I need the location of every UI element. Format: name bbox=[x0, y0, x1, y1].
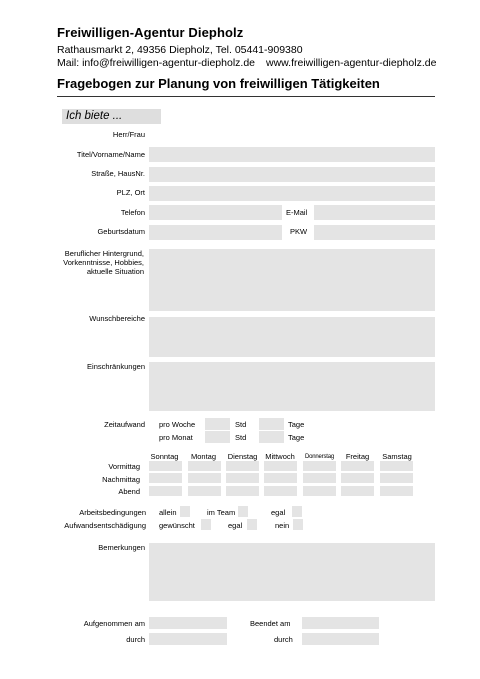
phone-label: Telefon bbox=[120, 208, 145, 217]
per-week-label: pro Woche bbox=[159, 420, 196, 429]
row-label-morning: Vormittag bbox=[108, 462, 140, 471]
name-field[interactable] bbox=[149, 147, 435, 162]
alone-checkbox[interactable] bbox=[180, 506, 190, 517]
schedule-cell-vormittag-sonntag[interactable] bbox=[149, 461, 182, 471]
ended-by-label: durch bbox=[274, 635, 293, 644]
per-week-days-field[interactable] bbox=[259, 418, 284, 430]
alone-label: allein bbox=[159, 508, 177, 517]
egal-checkbox-2[interactable] bbox=[247, 519, 257, 530]
wanted-label: gewünscht bbox=[159, 521, 195, 530]
team-checkbox[interactable] bbox=[238, 506, 248, 517]
phone-field[interactable] bbox=[149, 205, 282, 220]
per-month-hours-field[interactable] bbox=[205, 431, 230, 443]
birthdate-label: Geburtsdatum bbox=[97, 227, 145, 236]
schedule-cell-nachmittag-sonntag[interactable] bbox=[149, 473, 182, 483]
background-label: Beruflicher Hintergrund, Vorkenntnisse, Hobbies, aktuelle Situation bbox=[63, 249, 144, 276]
schedule-cell-nachmittag-freitag[interactable] bbox=[341, 473, 374, 483]
ended-on-field[interactable] bbox=[302, 617, 379, 629]
schedule-cell-abend-montag[interactable] bbox=[188, 486, 221, 496]
background-field[interactable] bbox=[149, 249, 435, 311]
no-checkbox[interactable] bbox=[293, 519, 303, 530]
street-field[interactable] bbox=[149, 167, 435, 182]
email-label: E-Mail bbox=[286, 208, 308, 217]
day-header-monday: Montag bbox=[190, 452, 217, 461]
received-on-field[interactable] bbox=[149, 617, 227, 629]
section-label: Ich biete ... bbox=[62, 109, 161, 124]
car-field[interactable] bbox=[314, 225, 435, 240]
organization-name: Freiwilligen-Agentur Diepholz bbox=[57, 25, 244, 40]
schedule-cell-nachmittag-samstag[interactable] bbox=[380, 473, 413, 483]
day-header-friday: Freitag bbox=[345, 452, 370, 461]
hours-unit-2: Std bbox=[235, 433, 247, 442]
day-header-wednesday: Mittwoch bbox=[265, 452, 295, 461]
wanted-checkbox[interactable] bbox=[201, 519, 211, 530]
ended-on-label: Beendet am bbox=[250, 619, 291, 628]
day-header-thursday: Donnerstag bbox=[304, 454, 335, 460]
schedule-cell-vormittag-freitag[interactable] bbox=[341, 461, 374, 471]
no-label: nein bbox=[275, 521, 290, 530]
schedule-cell-vormittag-donnerstag[interactable] bbox=[303, 461, 336, 471]
schedule-cell-vormittag-montag[interactable] bbox=[188, 461, 221, 471]
compensation-label: Aufwandsentschädigung bbox=[64, 521, 146, 530]
schedule-cell-nachmittag-donnerstag[interactable] bbox=[303, 473, 336, 483]
per-month-label: pro Monat bbox=[159, 433, 193, 442]
restrictions-label: Einschränkungen bbox=[87, 362, 145, 371]
schedule-cell-abend-mittwoch[interactable] bbox=[264, 486, 297, 496]
mail-line: Mail: info@freiwilligen-agentur-diepholz.de bbox=[57, 57, 256, 69]
ended-by-field[interactable] bbox=[302, 633, 379, 645]
form-title: Fragebogen zur Planung von freiwilligen Tätigkeiten bbox=[57, 76, 380, 91]
egal-checkbox-1[interactable] bbox=[292, 506, 302, 517]
schedule-cell-vormittag-samstag[interactable] bbox=[380, 461, 413, 471]
remarks-field[interactable] bbox=[149, 543, 435, 601]
restrictions-field[interactable] bbox=[149, 362, 435, 411]
schedule-cell-vormittag-dienstag[interactable] bbox=[226, 461, 259, 471]
schedule-cell-vormittag-mittwoch[interactable] bbox=[264, 461, 297, 471]
schedule-cell-abend-dienstag[interactable] bbox=[226, 486, 259, 496]
wishes-label: Wunschbereiche bbox=[89, 314, 145, 323]
team-label: im Team bbox=[207, 508, 236, 517]
hours-unit-1: Std bbox=[235, 420, 247, 429]
schedule-cell-abend-freitag[interactable] bbox=[341, 486, 374, 496]
email-field[interactable] bbox=[314, 205, 435, 220]
time-effort-label: Zeitaufwand bbox=[104, 420, 145, 429]
row-label-afternoon: Nachmittag bbox=[102, 475, 140, 484]
remarks-label: Bemerkungen bbox=[98, 543, 145, 552]
name-label: Titel/Vorname/Name bbox=[76, 150, 145, 159]
plz-ort-label: PLZ, Ort bbox=[116, 188, 145, 197]
header-divider bbox=[57, 96, 435, 97]
received-on-label: Aufgenommen am bbox=[83, 619, 145, 628]
wishes-field[interactable] bbox=[149, 317, 435, 357]
car-label: PKW bbox=[290, 227, 308, 236]
web-line: www.freiwilligen-agentur-diepholz.de bbox=[266, 57, 437, 69]
schedule-cell-abend-sonntag[interactable] bbox=[149, 486, 182, 496]
day-header-sunday: Sonntag bbox=[150, 452, 179, 461]
received-by-field[interactable] bbox=[149, 633, 227, 645]
day-header-tuesday: Dienstag bbox=[227, 452, 258, 461]
day-header-saturday: Samstag bbox=[382, 452, 412, 461]
street-label: Straße, HausNr. bbox=[91, 169, 145, 178]
herr-frau-label: Herr/Frau bbox=[112, 130, 145, 139]
per-month-days-field[interactable] bbox=[259, 431, 284, 443]
schedule-cell-nachmittag-montag[interactable] bbox=[188, 473, 221, 483]
schedule-cell-abend-donnerstag[interactable] bbox=[303, 486, 336, 496]
days-unit-2: Tage bbox=[288, 433, 305, 442]
work-conditions-label: Arbeitsbedingungen bbox=[79, 508, 146, 517]
egal-label-1: egal bbox=[271, 508, 286, 517]
per-week-hours-field[interactable] bbox=[205, 418, 230, 430]
days-unit-1: Tage bbox=[288, 420, 305, 429]
address-line: Rathausmarkt 2, 49356 Diepholz, Tel. 05441-909380 bbox=[57, 44, 303, 56]
schedule-cell-nachmittag-mittwoch[interactable] bbox=[264, 473, 297, 483]
egal-label-2: egal bbox=[228, 521, 243, 530]
schedule-cell-nachmittag-dienstag[interactable] bbox=[226, 473, 259, 483]
received-by-label: durch bbox=[126, 635, 145, 644]
schedule-cell-abend-samstag[interactable] bbox=[380, 486, 413, 496]
birthdate-field[interactable] bbox=[149, 225, 282, 240]
plz-ort-field[interactable] bbox=[149, 186, 435, 201]
row-label-evening: Abend bbox=[118, 487, 140, 496]
